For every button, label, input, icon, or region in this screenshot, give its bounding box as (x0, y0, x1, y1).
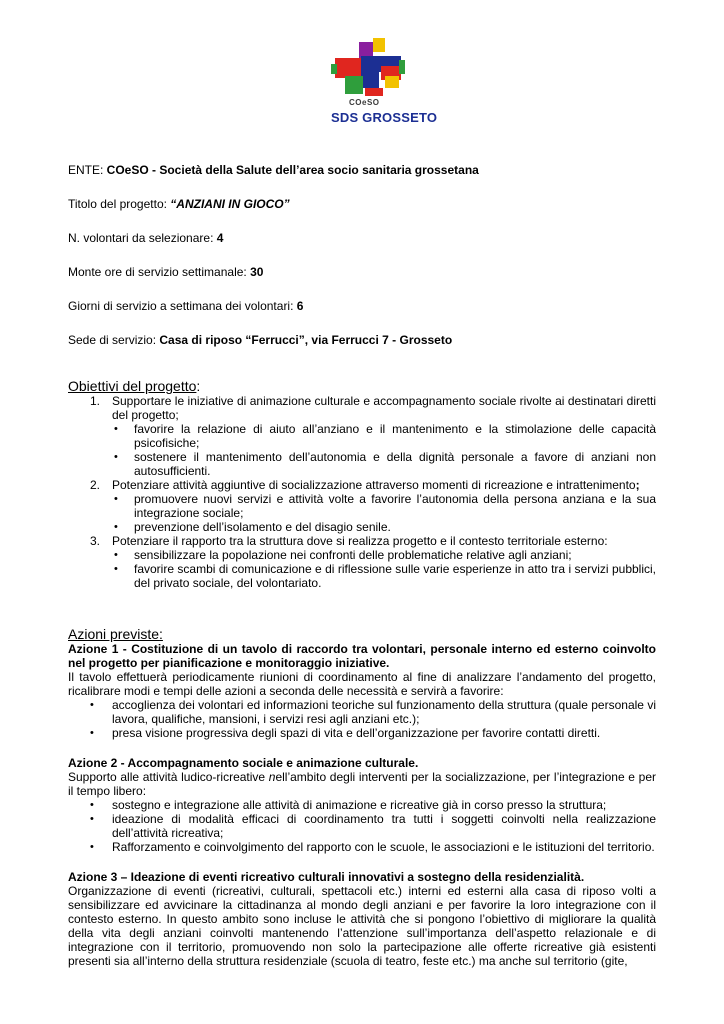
field-volontari (68, 231, 656, 245)
document-body (68, 163, 656, 968)
list-item (68, 798, 656, 812)
text-run-italic: n (268, 770, 276, 784)
bullet-icon: • (114, 451, 118, 463)
bullet-text: presa visione progressiva degli spazi di vita e dell’organizzazione per favorire contatti diretti. (112, 726, 601, 740)
obiettivo-item (68, 534, 656, 548)
field-value: “ANZIANI IN GIOCO” (170, 197, 290, 211)
bullet-text: favorire la relazione di aiuto all’anziano e il mantenimento e la stimolazione delle capacità psicofisiche; (134, 422, 656, 450)
bullet-text: accoglienza dei volontari ed informazioni teoriche sul funzionamento della struttura (quale personale vi lavora, qualifiche, mansioni, i servizi resi agli anziani etc.); (112, 698, 656, 726)
field-value: 4 (216, 231, 224, 245)
section-title-text: Obiettivi del progetto (68, 378, 197, 394)
list-number: 1. (90, 394, 101, 408)
bullet-icon: • (90, 813, 94, 825)
logo-subtitle: COeSO (349, 98, 380, 107)
list-item (68, 726, 656, 740)
logo-title: SDS GROSSETO (331, 110, 438, 125)
obiettivo-text-suffix: ; (635, 478, 640, 492)
azione-3-text: Organizzazione di eventi (ricreativi, culturali, spettacoli etc.) interni ed esterni alla casa di riposo volti a sensibilizzare ed avvicinare la cittadinanza al mondo degli anziani e per favorire la loro integrazione con il contesto esterno. In questo ambito sono incluse le attività che si pongono l’obiettivo di migliorare la qualità della vita degli anziani coinvolti mantenendo l’attenzione sull’importanza dell’aspetto relazionale e di integrazione con il territorio, promuovendo non solo la partecipazione alle offerte ricreative già esistenti presenti sia all’interno della struttura residenziale (scuola di teatro, feste etc.) ma anche sul territorio (gite, (68, 884, 656, 968)
list-item (68, 548, 656, 562)
field-label: ENTE: (68, 163, 107, 177)
section-title-obiettivi (68, 378, 656, 394)
bullet-text: prevenzione dell’isolamento e del disagio senile. (134, 520, 391, 534)
bullet-text: sensibilizzare la popolazione nei confronti delle problematiche relative agli anziani; (134, 548, 572, 562)
section-title-suffix: : (159, 626, 163, 642)
field-giorni (68, 299, 656, 313)
obiettivo-item (68, 478, 656, 492)
field-sede (68, 333, 656, 347)
azione-1-heading: Azione 1 - Costituzione di un tavolo di raccordo tra volontari, personale interno ed esterno coinvolto nel progetto per pianificazione e monitoraggio iniziative. (68, 642, 656, 670)
bullet-text: sostenere il mantenimento dell’autonomia e della dignità personale a favore di anziani non autosufficienti. (134, 450, 656, 478)
bullet-text: ideazione di modalità efficaci di coordinamento tra tutti i soggetti coinvolti nella realizzazione dell’attività ricreativa; (112, 812, 656, 840)
field-label: Monte ore di servizio settimanale: (68, 265, 251, 279)
list-item (68, 520, 656, 534)
bullet-text: promuovere nuovi servizi e attività volte a favorire l’autonomia della persona anziana e la sua integrazione sociale; (134, 492, 656, 520)
bullet-icon: • (90, 727, 94, 739)
bullet-icon: • (90, 841, 94, 853)
list-item (68, 422, 656, 450)
bullet-icon: • (114, 493, 118, 505)
obiettivo-item (68, 394, 656, 422)
obiettivo-text: Supportare le iniziative di animazione culturale e accompagnamento sociale rivolte ai destinatari diretti del progetto; (112, 394, 656, 422)
azione-3-heading: Azione 3 – Ideazione di eventi ricreativo culturali innovativi a sostegno della residenzialità. (68, 870, 585, 884)
list-item (68, 562, 656, 590)
list-item (68, 840, 656, 854)
list-number: 2. (90, 478, 101, 492)
field-value: COeSO - Società della Salute dell’area socio sanitaria grossetana (106, 163, 479, 177)
list-number: 3. (90, 534, 101, 548)
field-ente (68, 163, 656, 177)
field-label: N. volontari da selezionare: (68, 231, 217, 245)
list-item (68, 812, 656, 840)
list-item (68, 492, 656, 520)
bullet-icon: • (114, 563, 118, 575)
obiettivi-list (68, 394, 656, 590)
azione-1-text: Il tavolo effettuerà periodicamente riunioni di coordinamento al fine di analizzare l’andamento del progetto, ricalibrare modi e tempi delle azioni a seconda delle necessità e servirà a favorire: (68, 670, 656, 698)
list-item (68, 698, 656, 726)
text-run: Supporto alle attività ludico-ricreative (68, 770, 269, 784)
field-value: 6 (296, 299, 304, 313)
list-item (68, 450, 656, 478)
bullet-text: sostegno e integrazione alle attività di animazione e ricreative già in corso presso la struttura; (112, 798, 607, 812)
bullet-icon: • (90, 799, 94, 811)
field-monte-ore (68, 265, 656, 279)
obiettivo-text: Potenziare attività aggiuntive di socializzazione attraverso momenti di ricreazione e intrattenimento (112, 478, 636, 492)
field-value: Casa di riposo “Ferrucci”, via Ferrucci 7 - Grosseto (159, 333, 453, 347)
bullet-text: Rafforzamento e coinvolgimento del rapporto con le scuole, le associazioni e le istituzioni del territorio. (112, 840, 655, 854)
field-label: Titolo del progetto: (68, 197, 171, 211)
bullet-icon: • (90, 699, 94, 711)
bullet-icon: • (114, 521, 118, 533)
section-title-azioni (68, 626, 656, 642)
text-run: ell’ambito degli interventi per la socializzazione, per l’integrazione e per il tempo libero: (68, 770, 656, 798)
field-titolo (68, 197, 656, 211)
bullet-icon: • (114, 423, 118, 435)
azione-2-heading: Azione 2 - Accompagnamento sociale e animazione culturale. (68, 756, 419, 770)
section-title-suffix: : (196, 378, 201, 394)
bullet-text: favorire scambi di comunicazione e di riflessione sulle varie esperienze in atto tra i servizi pubblici, del privato sociale, del volontariato. (134, 562, 656, 590)
obiettivo-text: Potenziare il rapporto tra la struttura dove si realizza progetto e il contesto territoriale esterno: (112, 534, 608, 548)
field-label: Sede di servizio: (68, 333, 160, 347)
section-title-text: Azioni previste (68, 626, 160, 642)
field-label: Giorni di servizio a settimana dei volontari: (68, 299, 297, 313)
bullet-icon: • (114, 549, 118, 561)
azione-2-text (68, 770, 656, 798)
field-value: 30 (250, 265, 264, 279)
